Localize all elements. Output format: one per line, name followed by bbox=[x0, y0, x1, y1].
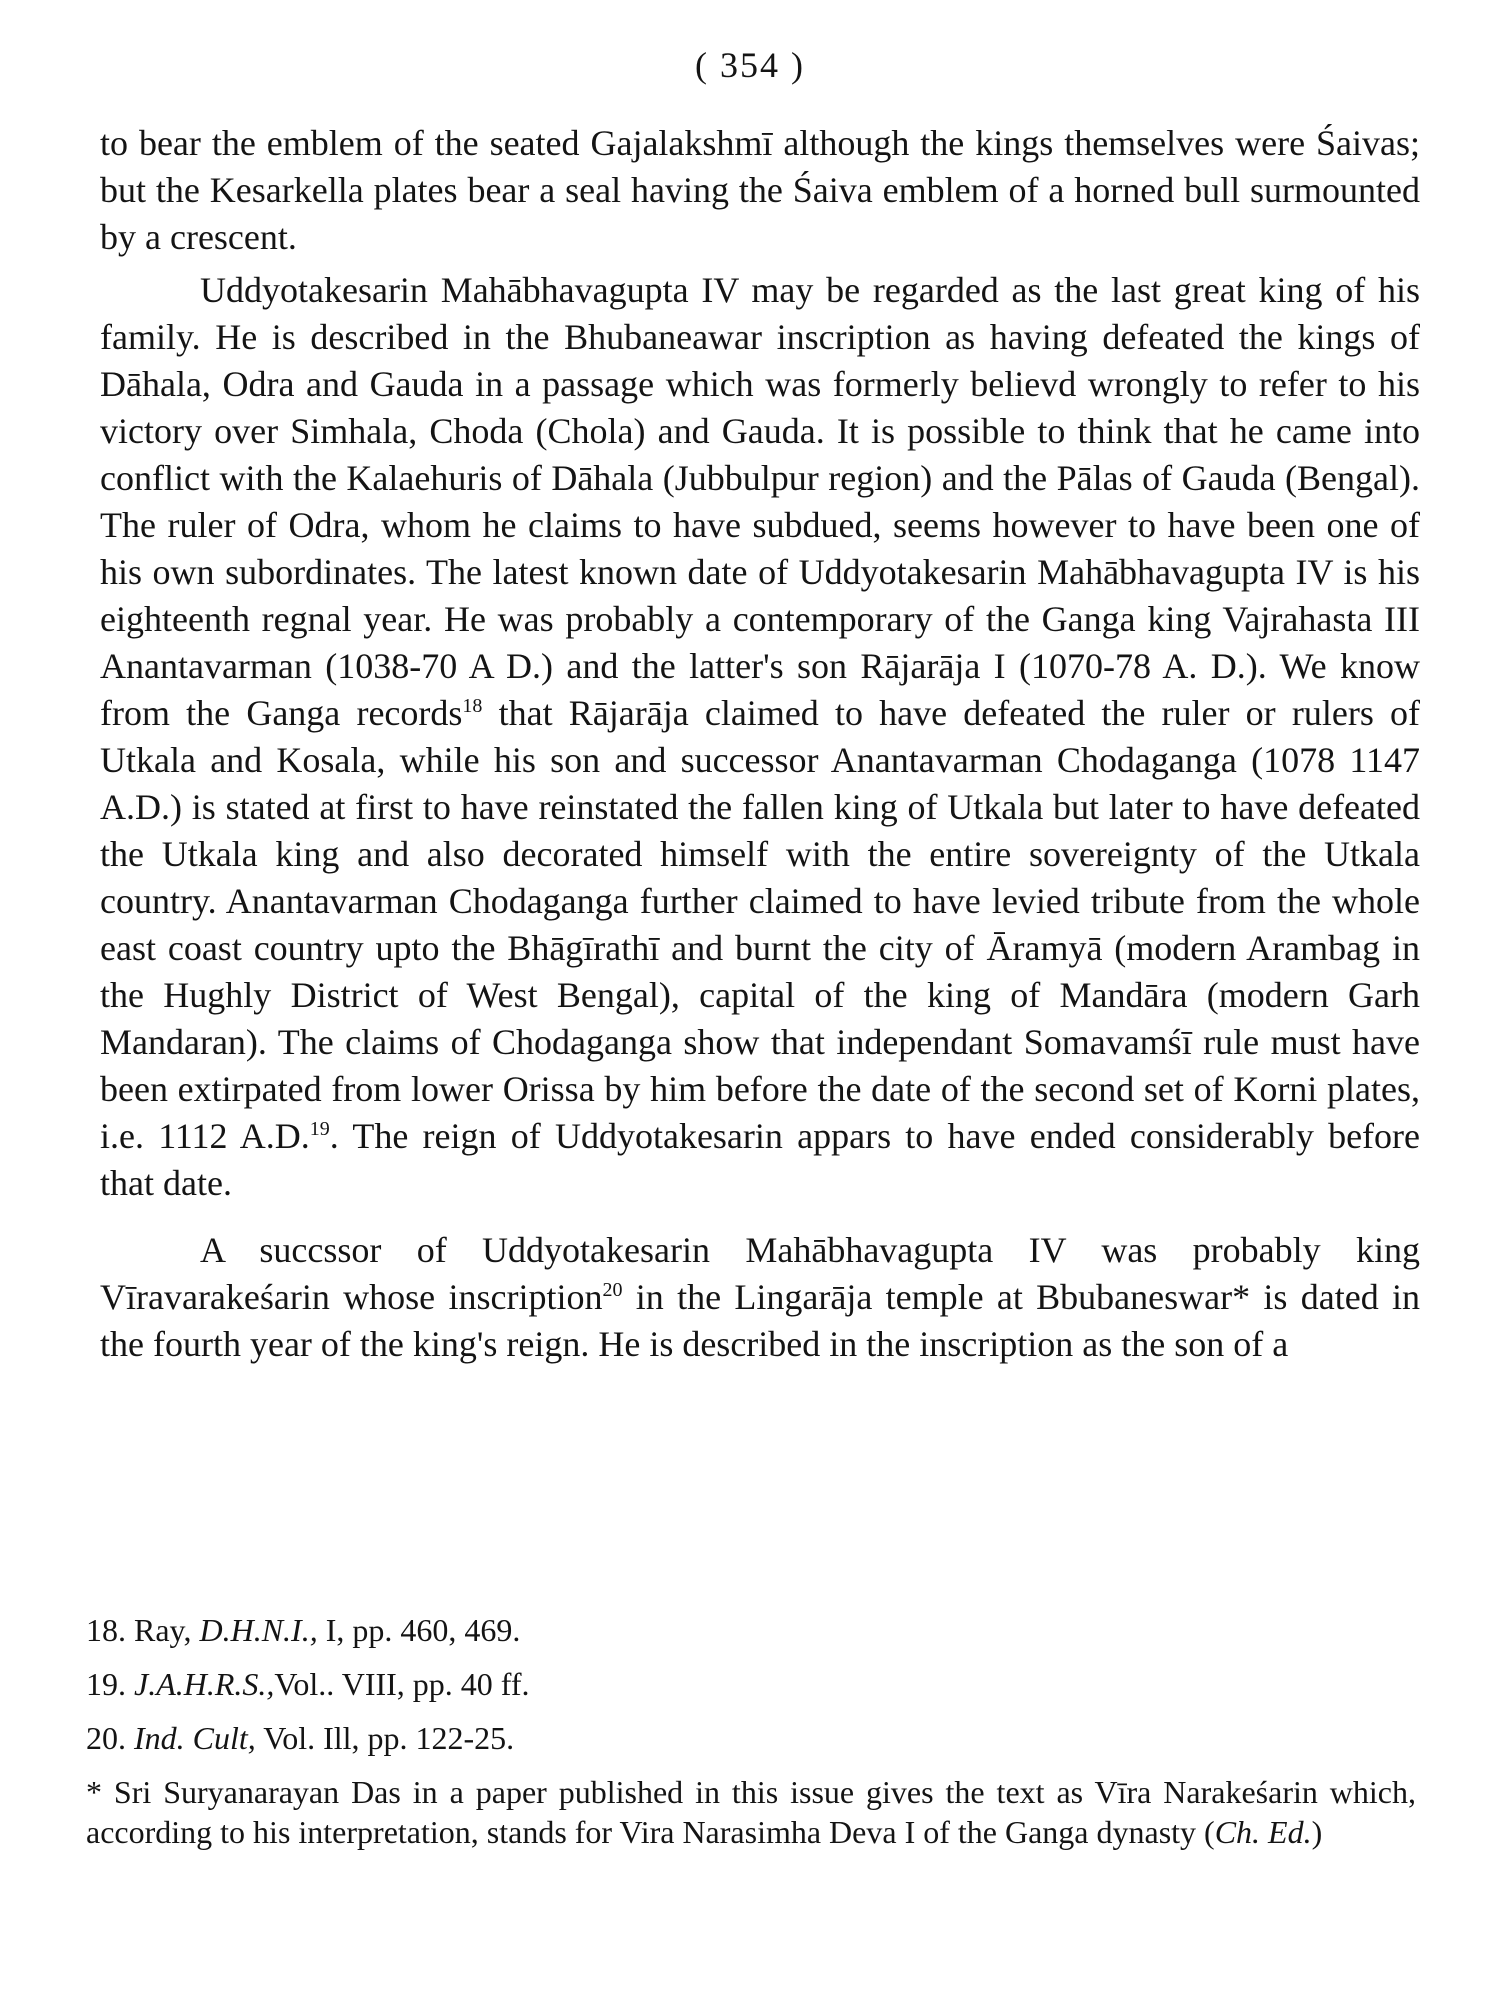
footnote-ref-20[interactable]: 20 bbox=[602, 1279, 623, 1301]
body-text bbox=[100, 120, 1420, 1368]
footnote-20 bbox=[86, 1718, 1416, 1758]
footnote-number: 18. bbox=[86, 1612, 126, 1648]
paragraph-2-text: that Rājarāja claimed to have defeated the ruler or rulers of Utkala and Kosala, while his son and successor Anantavarman Chodaganga (1078 1147 A.D.) is stated at first to have reinstated the fallen king of Utkala but later to have defeated the Utkala king and also decorated himself with the entire sovereignty of the Utkala country. Anantavarman Chodaganga further claimed to have levied tribute from the whole east coast country upto the Bhāgīrathī and burnt the city of Āramyā (modern Arambag in the Hughly District of West Bengal), capital of the king of Mandāra (modern Garh Mandaran). The claims of Chodaganga show that independant Somavamśī rule must have been extirpated from lower Orissa by him before the date of the second set of Korni plates, i.e. 1112 A.D. bbox=[100, 693, 1420, 1156]
footnote-text: Vol. Ill, pp. 122-25. bbox=[255, 1720, 515, 1756]
paragraph-2 bbox=[100, 267, 1420, 1207]
editor-note-close: ) bbox=[1311, 1814, 1323, 1850]
footnote-18 bbox=[86, 1610, 1416, 1650]
footnote-number: 20. bbox=[86, 1720, 126, 1756]
footnote-source: Ind. Cult, bbox=[134, 1720, 256, 1756]
paragraph-2-text: . The reign of Uddyotakesarin appars to have ended considerably before that date. bbox=[100, 1116, 1420, 1203]
paragraph-3-text: in the Lingarāja temple at Bbubaneswar* is dated in the fourth year of the king's reign. He is described in the inscription as the son of a bbox=[100, 1277, 1421, 1364]
footnotes bbox=[86, 1610, 1416, 1866]
page-number: ( 354 ) bbox=[695, 45, 805, 85]
paragraph-1-text: to bear the emblem of the seated Gajalakshmī although the kings themselves were Śaivas; but the Kesarkella plates bear a seal having the Śaiva emblem of a horned bull surmounted by a crescent. bbox=[100, 123, 1420, 257]
footnote-number: 19. bbox=[86, 1666, 126, 1702]
footnote-text: Ray, bbox=[134, 1612, 200, 1648]
editor-note-attribution: Ch. Ed. bbox=[1214, 1814, 1312, 1850]
editor-note bbox=[86, 1772, 1416, 1852]
footnote-ref-19[interactable]: 19 bbox=[309, 1118, 330, 1140]
paragraph-3 bbox=[100, 1227, 1420, 1368]
footnote-ref-18[interactable]: 18 bbox=[462, 695, 483, 717]
paragraph-3-text: A succssor of Uddyotakesarin Mahābhavagupta IV was probably king Vīravarakeśarin whose inscription bbox=[100, 1230, 1420, 1317]
footnote-source: J.A.H.R.S., bbox=[134, 1666, 275, 1702]
editor-note-text: * Sri Suryanarayan Das in a paper published in this issue gives the text as Vīra Narakeśarin which, according to his interpretation, stands for Vira Narasimha Deva I of the Ganga dynasty ( bbox=[86, 1774, 1416, 1850]
footnote-19 bbox=[86, 1664, 1416, 1704]
paragraph-1 bbox=[100, 120, 1420, 261]
footnote-text: Vol.. VIII, pp. 40 ff. bbox=[274, 1666, 530, 1702]
footnote-source: D.H.N.I., bbox=[199, 1612, 318, 1648]
footnote-text: I, pp. 460, 469. bbox=[317, 1612, 521, 1648]
paragraph-2-text: Uddyotakesarin Mahābhavagupta IV may be regarded as the last great king of his family. He is described in the Bhubaneawar inscription as having defeated the kings of Dāhala, Odra and Gauda in a passage which was formerly believd wrongly to refer to his victory over Simhala, Choda (Chola) and Gauda. It is possible to think that he came into conflict with the Kalaehuris of Dāhala (Jubbulpur region) and the Pālas of Gauda (Bengal). The ruler of Odra, whom he claims to have subdued, seems however to have been one of his own subordinates. The latest known date of Uddyotakesarin Mahābhavagupta IV is his eighteenth regnal year. He was probably a contemporary of the Ganga king Vajrahasta III Anantavarman (1038-70 A D.) and the latter's son Rājarāja I (1070-78 A. D.). We know from the Ganga records bbox=[100, 270, 1420, 733]
